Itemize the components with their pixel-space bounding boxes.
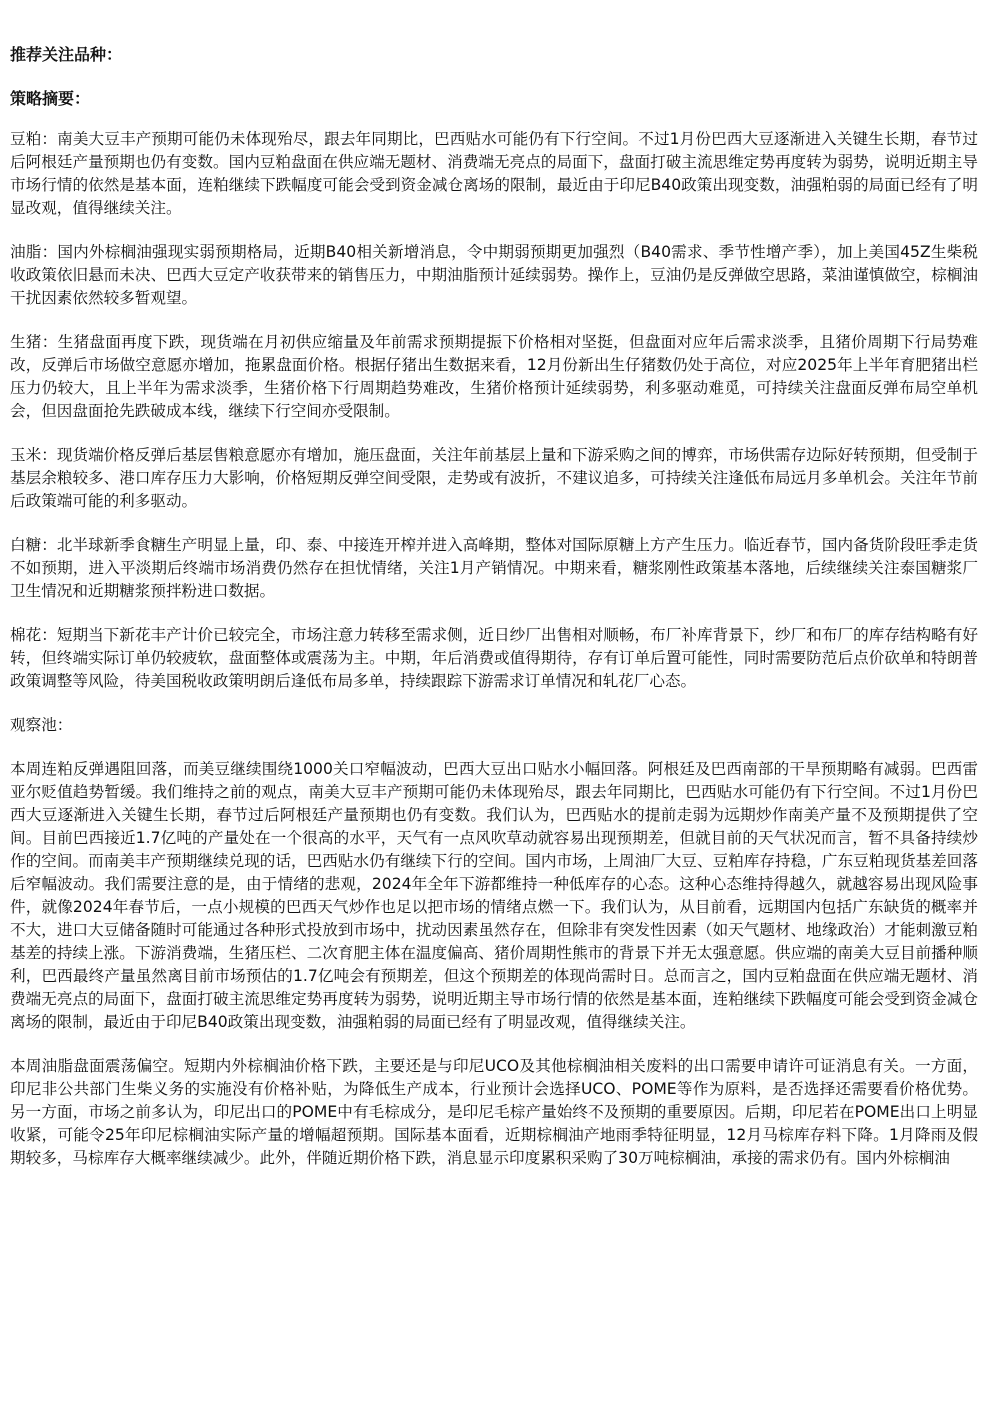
observe-oils: 本周油脂盘面震荡偏空。短期内外棕榈油价格下跌，主要还是与印尼UCO及其他棕榈油相关废料的出口需要申请许可证消息有关。一方面，印尼非公共部门生柴义务的实施没有价格补贴，为降低生产成本，行业预计会选择UCO、POME等作为原料，是否选择还需要看价格优势。另一方面，市场之前多认为，印尼出口的POME中有毛棕成分，是印尼毛棕产量始终不及预期的重要原因。后期，印尼若在POME出口上明显收紧，可能令25年印尼棕榈油实际产量的增幅超预期。国际基本面看，近期棕榈油产地雨季特征明显，12月马棕库存料下降。1月降雨及假期较多，马棕库存大概率继续减少。此外，伴随近期价格下跌，消息显示印度累积采购了30万吨棕榈油，承接的需求仍有。国内外棕榈油: [10, 1057, 978, 1167]
recommend-heading: 推荐关注品种：: [10, 45, 123, 64]
summary-cotton: 棉花：短期当下新花丰产计价已较完全，市场注意力转移至需求侧，近日纱厂出售相对顺畅，布厂补库背景下，纱厂和布厂的库存结构略有好转，但终端实际订单仍较疲软，盘面整体或震荡为主。中期，年后消费或值得期待，存有订单后置可能性，同时需要防范后点价砍单和特朗普政策调整等风险，待美国税收政策明朗后逢低布局多单，持续跟踪下游需求订单情况和轧花厂心态。: [10, 626, 978, 690]
summary-oils: 油脂：国内外棕榈油强现实弱预期格局，近期B40相关新增消息，令中期弱预期更加强烈（B40需求、季节性增产季），加上美国45Z生柴税收政策依旧悬而未决、巴西大豆定产收获带来的销售压力，中期油脂预计延续弱势。操作上，豆油仍是反弹做空思路，菜油谨慎做空，棕榈油干扰因素依然较多暂观望。: [10, 243, 978, 307]
summary-soymeal: 豆粕：南美大豆丰产预期可能仍未体现殆尽，跟去年同期比，巴西贴水可能仍有下行空间。不过1月份巴西大豆逐渐进入关键生长期，春节过后阿根廷产量预期也仍有变数。国内豆粕盘面在供应端无题材、消费端无亮点的局面下，盘面打破主流思维定势再度转为弱势，说明近期主导市场行情的依然是基本面，连粕继续下跌幅度可能会受到资金减仓离场的限制，最近由于印尼B40政策出现变数，油强粕弱的局面已经有了明显改观，值得继续关注。: [10, 130, 978, 217]
summary-heading: 策略摘要：: [10, 89, 91, 108]
observe-pool-label: 观察池：: [10, 716, 73, 734]
summary-corn: 玉米：现货端价格反弹后基层售粮意愿亦有增加，施压盘面，关注年前基层上量和下游采购之间的博弈，市场供需存边际好转预期，但受制于基层余粮较多、港口库存压力大影响，价格短期反弹空间受限，走势或有波折，不建议追多，可持续关注逢低布局远月多单机会。关注年节前后政策端可能的利多驱动。: [10, 446, 978, 510]
observe-soymeal: 本周连粕反弹遇阻回落，而美豆继续围绕1000关口窄幅波动，巴西大豆出口贴水小幅回落。阿根廷及巴西南部的干旱预期略有减弱。巴西雷亚尔贬值趋势暂缓。我们维持之前的观点，南美大豆丰产预期可能仍未体现殆尽，跟去年同期比，巴西贴水可能仍有下行空间。不过1月份巴西大豆逐渐进入关键生长期，春节过后阿根廷产量预期也仍有变数。我们认为，巴西贴水的提前走弱为远期炒作南美产量不及预期提供了空间。目前巴西接近1.7亿吨的产量处在一个很高的水平，天气有一点风吹草动就容易出现预期差，但就目前的天气状况而言，暂不具备持续炒作的空间。而南美丰产预期继续兑现的话，巴西贴水仍有继续下行的空间。国内市场，上周油厂大豆、豆粕库存持稳，广东豆粕现货基差回落后窄幅波动。我们需要注意的是，由于情绪的悲观，2024年全年下游都维持一种低库存的心态。这种心态维持得越久，就越容易出现风险事件，就像2024年春节后，一点小规模的巴西天气炒作也足以把市场的情绪点燃一下。我们认为，从目前看，远期国内包括广东缺货的概率并不大，进口大豆储备随时可能通过各种形式投放到市场中，扰动因素虽然存在，但除非有突发性因素（如天气题材、地缘政治）才能刺激豆粕基差的持续上涨。下游消费端，生猪压栏、二次育肥主体在温度偏高、猪价周期性熊市的背景下并无太强意愿。供应端的南美大豆目前播种顺利，巴西最终产量虽然离目前市场预估的1.7亿吨会有预期差，但这个预期差的体现尚需时日。总而言之，国内豆粕盘面在供应端无题材、消费端无亮点的局面下，盘面打破主流思维定势再度转为弱势，说明近期主导市场行情的依然是基本面，连粕继续下跌幅度可能会受到资金减仓离场的限制，最近由于印尼B40政策出现变数，油强粕弱的局面已经有了明显改观，值得继续关注。: [10, 760, 978, 1031]
summary-hogs: 生猪：生猪盘面再度下跌，现货端在月初供应缩量及年前需求预期提振下价格相对坚挺，但盘面对应年后需求淡季，且猪价周期下行局势难改，反弹后市场做空意愿亦增加，拖累盘面价格。根据仔猪出生数据来看，12月份新出生仔猪数仍处于高位，对应2025年上半年育肥猪出栏压力仍较大，且上半年为需求淡季，生猪价格下行周期趋势难改，生猪价格预计延续弱势，利多驱动难觅，可持续关注盘面反弹布局空单机会，但因盘面抢先跌破成本线，继续下行空间亦受限制。: [10, 333, 978, 420]
summary-sugar: 白糖：北半球新季食糖生产明显上量，印、泰、中接连开榨并进入高峰期，整体对国际原糖上方产生压力。临近春节，国内备货阶段旺季走货不如预期，进入平淡期后终端市场消费仍然存在担忧情绪，关注1月产销情况。中期来看，糖浆刚性政策基本落地，后续继续关注泰国糖浆厂卫生情况和近期糖浆预拌粉进口数据。: [10, 536, 978, 600]
